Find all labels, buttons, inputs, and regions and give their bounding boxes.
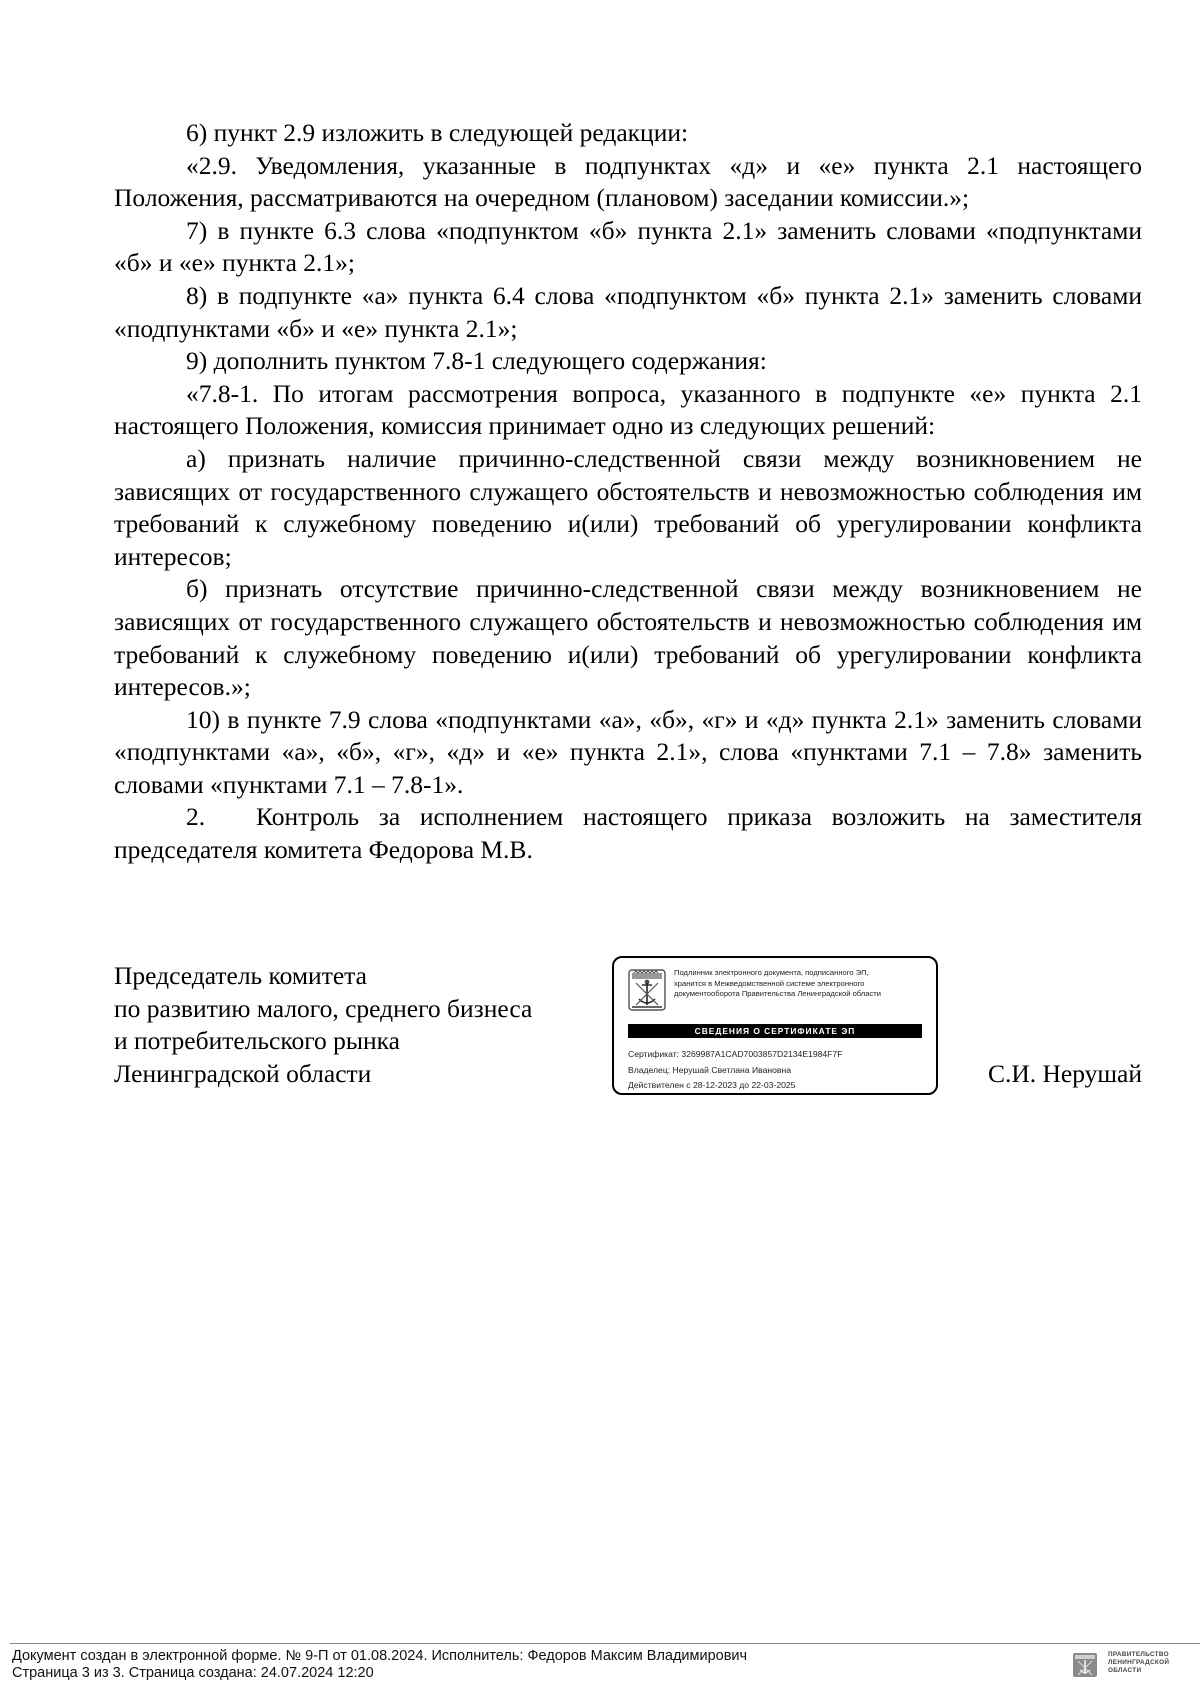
signatory-position-line: Ленинградской области	[114, 1058, 372, 1088]
item-2-number: 2.	[186, 802, 206, 832]
paragraph-item-10: 10) в пункте 7.9 слова «подпунктами «а», «б», «г» и «д» пункта 2.1» заменить словами «подпунктами «а», «б», «г», «д» и «е» пункта 2.1», слова «пунктами 7.1 – 7.8» заменить словами «пунктами 7.1 – 7.8-1».	[114, 704, 1142, 799]
stamp-certificate-number: Сертификат: 3269987A1CAD7003857D2134E1984F7F	[628, 1049, 843, 1059]
stamp-certificate-header: СВЕДЕНИЯ О СЕРТИФИКАТЕ ЭП	[628, 1024, 922, 1038]
leningrad-government-logo-icon	[1072, 1652, 1098, 1678]
footer-logo-line: ОБЛАСТИ	[1108, 1667, 1142, 1674]
paragraph-item-8: 8) в подпункте «а» пункта 6.4 слова «подпунктом «б» пункта 2.1» заменить словами «подпунктами «б» и «е» пункта 2.1»;	[114, 280, 1142, 343]
item-2-text: Контроль за исполнением настоящего приказа возложить на заместителя председателя комитета Федорова М.В.	[114, 802, 1142, 865]
signatory-position-line: по развитию малого, среднего бизнеса	[114, 993, 533, 1023]
stamp-certificate-details	[628, 1047, 922, 1094]
stamp-certificate-owner: Владелец: Нерушай Светлана Ивановна	[628, 1064, 792, 1075]
stamp-authenticity-line: хранится в Межведомственной системе электронного	[674, 978, 865, 988]
footer-logo-line: ПРАВИТЕЛЬСТВО	[1108, 1651, 1169, 1658]
signatory-name: С.И. Нерушай	[987, 1059, 1142, 1088]
paragraph-item-6: 6) пункт 2.9 изложить в следующей редакции:	[186, 118, 689, 147]
footer-logo-text	[1108, 1651, 1169, 1675]
document-body	[114, 117, 1142, 867]
paragraph-quote-2-9: «2.9. Уведомления, указанные в подпунктах «д» и «е» пункта 2.1 настоящего Положения, рассматриваются на очередном (плановом) заседании комиссии.»;	[114, 150, 1142, 213]
electronic-signature-stamp	[612, 956, 938, 1095]
footer-divider	[10, 1643, 1200, 1644]
footer-page-info: Страница 3 из 3. Страница создана: 24.07.2024 12:20	[12, 1665, 374, 1681]
footer-info	[12, 1648, 747, 1682]
footer-document-info: Документ создан в электронной форме. № 9-П от 01.08.2024. Исполнитель: Федоров Максим Владимирович	[12, 1648, 748, 1664]
paragraph-decision-b: б) признать отсутствие причинно-следственной связи между возникновением не зависящих от государственного служащего обстоятельств и невозможностью соблюдения им требований к служебному поведению и(или) требований об урегулировании конфликта интересов.»;	[114, 574, 1142, 702]
paragraph-quote-7-8-1: «7.8-1. По итогам рассмотрения вопроса, указанного в подпункте «е» пункта 2.1 настоящего Положения, комиссия принимает одно из следующих решений:	[114, 378, 1142, 441]
stamp-authenticity-text	[674, 968, 922, 1000]
signatory-position	[114, 960, 614, 1090]
footer-government-logo	[1072, 1650, 1192, 1682]
stamp-authenticity-line: документооборота Правительства Ленинградской области	[674, 989, 881, 999]
paragraph-decision-a: а) признать наличие причинно-следственной связи между возникновением не зависящих от государственного служащего обстоятельств и невозможностью соблюдения им требований к служебному поведению и(или) требований об урегулировании конфликта интересов;	[114, 443, 1142, 571]
paragraph-item-7: 7) в пункте 6.3 слова «подпунктом «б» пункта 2.1» заменить словами «подпунктами «б» и «е» пункта 2.1»;	[114, 215, 1142, 278]
signatory-position-line: Председатель комитета	[114, 961, 367, 990]
footer-logo-line: ЛЕНИНГРАДСКОЙ	[1108, 1659, 1170, 1666]
paragraph-item-9: 9) дополнить пунктом 7.8-1 следующего содержания:	[186, 346, 767, 376]
stamp-certificate-validity: Действителен с 28-12-2023 до 22-03-2025	[628, 1080, 796, 1090]
stamp-authenticity-line: Подлинник электронного документа, подписанного ЭП,	[674, 968, 869, 977]
paragraph-item-2	[114, 801, 1142, 866]
leningrad-coat-of-arms-icon	[628, 969, 666, 1011]
signatory-position-line: и потребительского рынка	[114, 1026, 401, 1056]
